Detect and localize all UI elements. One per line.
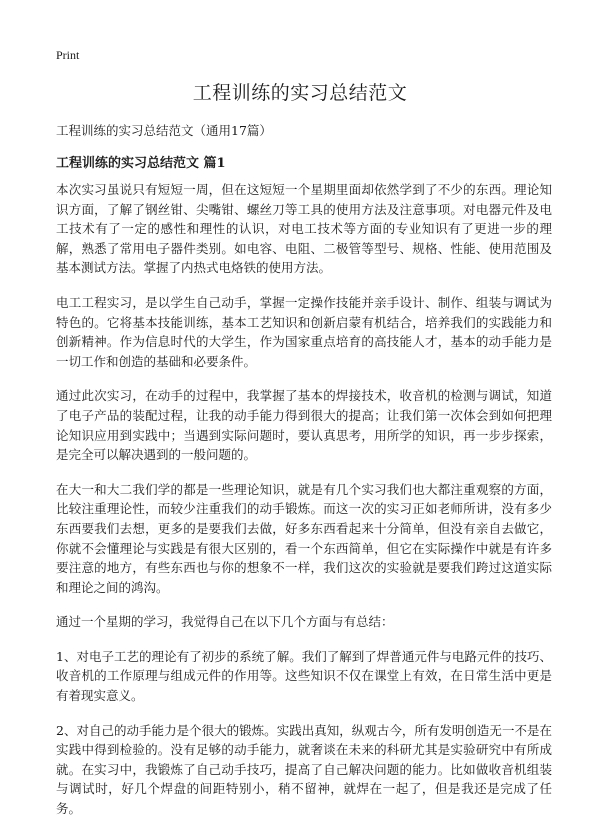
paragraph-3: 通过此次实习，在动手的过程中，我掌握了基本的焊接技术，收音机的检测与调试，知道了电子产品的装配过程，让我的动手能力得到很大的提高；让我们第一次体会到如何把理论知识应用到实践中；当遇到实际问题时，要认真思考，用所学的知识，再一步步探索，是完全可以解决遇到的一般问题的。: [56, 388, 552, 463]
paragraph-4: 在大一和大二我们学的都是一些理论知识，就是有几个实习我们也大都注重观察的方面，比较注重理论性，而较少注重我们的动手锻炼。而这一次的实习正如老师所讲，没有多少东西要我们去想，更多的是要我们去做，好多东西看起来十分简单，但没有亲自去做它，你就不会懂理论与实践是有很大区别的，看一个东西简单，但它在实际操作中就是有许多要注意的地方，有些东西也与你的想象不一样，我们这次的实验就是要我们跨过这道实际和理论之间的鸿沟。: [56, 481, 552, 595]
paragraph-7: 2、对自己的动手能力是个很大的锻炼。实践出真知，纵观古今，所有发明创造无一不是在实践中得到检验的。没有足够的动手能力，就奢谈在未来的科研尤其是实验研究中有所成就。在实习中，我锻炼了自己动手技巧，提高了自己解决问题的能力。比如做收音机组装与调试时，好几个焊盘的间距特别小，稍不留神，就焊在一起了，但是我还是完成了任务。: [56, 722, 552, 817]
paragraph-1: 本次实习虽说只有短短一周，但在这短短一个星期里面却依然学到了不少的东西。理论知识方面，了解了钢丝钳、尖嘴钳、螺丝刀等工具的使用方法及注意事项。对电器元件及电工技术有了一定的感性和理性的认识，对电工技术等方面的专业知识有了更进一步的理解，熟悉了常用电子器件类别。如电容、电阻、二极管等型号、规格、性能、使用范围及基本测试方法。掌握了内热式电烙铁的使用方法。: [56, 182, 552, 276]
paragraph-5: 通过一个星期的学习，我觉得自己在以下几个方面与有总结：: [56, 614, 394, 630]
document-subtitle: 工程训练的实习总结范文（通用17篇）: [56, 123, 272, 138]
section-heading: 工程训练的实习总结范文 篇1: [56, 156, 226, 171]
document-title: 工程训练的实习总结范文: [192, 82, 408, 104]
print-link[interactable]: Print: [56, 48, 80, 62]
paragraph-2: 电工工程实习，是以学生自己动手，掌握一定操作技能并亲手设计、制作、组装与调试为特色的。它将基本技能训练，基本工艺知识和创新启蒙有机结合，培养我们的实践能力和创新精神。作为信息时代的大学生，作为国家重点培育的高技能人才，基本的动手能力是一切工作和创造的基础和必要条件。: [56, 294, 552, 369]
paragraph-6: 1、对电子工艺的理论有了初步的系统了解。我们了解到了焊普通元件与电路元件的技巧、收音机的工作原理与组成元件的作用等。这些知识不仅在课堂上有效，在日常生活中更是有着现实意义。: [56, 648, 552, 704]
body-text: [56, 180, 552, 834]
